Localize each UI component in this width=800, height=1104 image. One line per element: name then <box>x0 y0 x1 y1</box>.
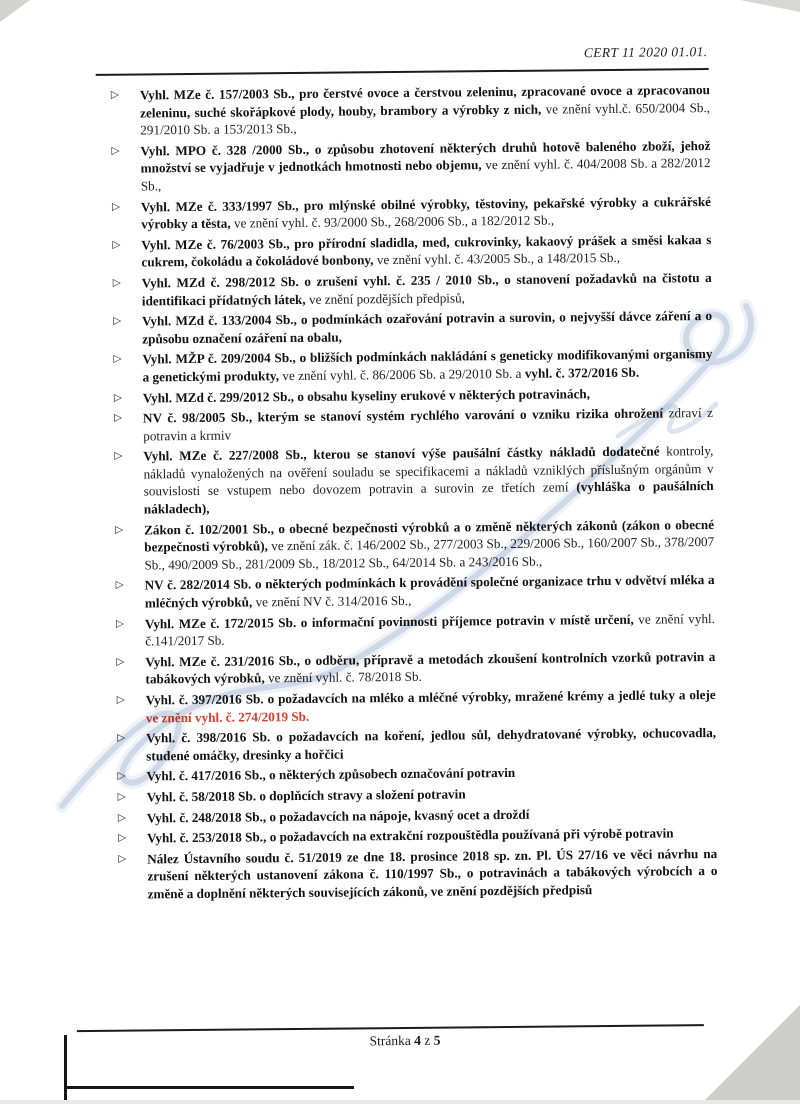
arrow-bullet-icon: ▷ <box>118 852 127 865</box>
scan-corner-bottom-right <box>705 1005 800 1100</box>
list-item <box>99 442 714 518</box>
arrow-bullet-icon: ▷ <box>117 811 126 824</box>
list-item-text: Vyhl. MZd č. 299/2012 Sb., o obsahu kyseliny erukové v některých potravinách, <box>142 385 591 405</box>
list-item <box>99 404 713 445</box>
list-item-text: Vyhl. MPO č. 328 /2000 Sb., o způsobu zhotovení některých druhů hotově baleného zboží, jehož množství se vyjadřuje v jednotkách hmotnosti nebo objemu, ve znění vyhl. č. 404/2008 Sb. a 282/2012 Sb., <box>140 137 711 194</box>
footer-separator: z <box>424 1032 431 1048</box>
list-item <box>101 571 715 612</box>
list-item-text: Vyhl. č. 58/2018 Sb. o doplňcích stravy a složení potravin <box>146 786 466 805</box>
scan-corner-top-left <box>0 0 30 22</box>
header-divider <box>96 68 709 76</box>
regulation-list <box>96 81 718 906</box>
list-item <box>103 783 717 806</box>
arrow-bullet-icon: ▷ <box>117 831 127 844</box>
arrow-bullet-icon: ▷ <box>111 200 121 213</box>
list-item-text: Zákon č. 102/2001 Sb., o obecné bezpečnosti výrobků a o změně některých zákonů (zákon o obecné bezpečnosti výrobků), ve znění zák. č. 146/2002 Sb., 277/2003 Sb., 229/2006 Sb., 160/2007 Sb., 378/2007 Sb., 490/2009 Sb., 281/2009 Sb., 18/2012 Sb., 64/2014 Sb. a 243/2016 Sb., <box>144 516 715 573</box>
list-item-text: Vyhl. MZe č. 76/2003 Sb., pro přírodní sladidla, med, cukrovinky, kakaový prášek a směsi kakaa s cukrem, čokoládu a čokoládové bonbony, ve znění vyhl. č. 43/2005 Sb., a 148/2015 Sb., <box>141 231 712 270</box>
arrow-bullet-icon: ▷ <box>110 88 120 101</box>
list-item <box>101 610 715 651</box>
list-item <box>102 686 716 727</box>
footer-page-number: 4 <box>414 1032 422 1048</box>
list-item-text: Vyhl. MZd č. 298/2012 Sb. o zrušení vyhl. č. 235 / 2010 Sb., o stanovení požadavků na čistotu a identifikaci přídatných látek, ve znění pozdějších předpisů, <box>141 269 712 308</box>
footer-total-pages: 5 <box>433 1032 441 1048</box>
arrow-bullet-icon: ▷ <box>113 352 122 366</box>
list-item <box>102 762 716 785</box>
list-item <box>98 345 712 386</box>
list-item <box>98 307 712 348</box>
list-item-text: Vyhl. MZe č. 172/2015 Sb. o informační povinnosti příjemce potravin v místě určení, ve znění vyhl. č.141/2017 Sb. <box>144 610 716 649</box>
list-item-text: Vyhl. MZe č. 157/2003 Sb., pro čerstvé ovoce a čerstvou zeleninu, zpracované ovoce a zpracovanou zeleninu, suché skořápkové plody, houby, brambory a výrobky z nich, ve znění vyhl.č. 650/2004 Sb., 291/2010 Sb. a 153/2013 Sb., <box>139 82 711 138</box>
page-footer <box>5 1029 800 1053</box>
arrow-bullet-icon: ▷ <box>117 790 126 803</box>
arrow-bullet-icon: ▷ <box>114 449 123 463</box>
list-item-text: Vyhl. č. 253/2018 Sb., o požadavcích na extrakční rozpouštědla používaná při výrobě potravin <box>146 825 674 846</box>
arrow-bullet-icon: ▷ <box>112 276 121 289</box>
footer-label: Stránka <box>369 1032 411 1049</box>
list-item-text: Vyhl. č. 248/2018 Sb., o požadavcích na nápoje, kvasný ocet a droždí <box>146 806 530 826</box>
list-item-text: Vyhl. MZe č. 231/2016 Sb., o odběru, přípravě a metodách zkoušení kontrolních vzorků potravin a tabákových výrobků, ve znění vyhl. č. 78/2018 Sb. <box>145 648 716 687</box>
list-item <box>97 193 711 234</box>
arrow-bullet-icon: ▷ <box>113 411 123 424</box>
list-item <box>98 269 712 310</box>
list-item <box>103 804 717 827</box>
list-item-text: NV č. 282/2014 Sb. o některých podmínkách k provádění společné organizace trhu v odvětví mléka a mléčných výrobků, ve znění NV č. 314/2016 Sb., <box>144 572 715 611</box>
list-item-text: Vyhl. č. 398/2016 Sb. o požadavcích na koření, jedlou sůl, dehydratované výrobky, ochucovadla, studené omáčky, dresinky a hořčici <box>146 725 717 764</box>
list-item-text: Vyhl. MZd č. 133/2004 Sb., o podmínkách ozařování potravin a surovin, o nejvyšší dávce záření a o způsobu označení ozáření na obalu, <box>142 308 713 347</box>
arrow-bullet-icon: ▷ <box>115 617 125 630</box>
arrow-bullet-icon: ▷ <box>116 655 125 668</box>
arrow-bullet-icon: ▷ <box>113 314 122 327</box>
list-item <box>100 516 714 575</box>
list-item-text: Nález Ústavního soudu č. 51/2019 ze dne 18. prosince 2018 sp. zn. Pl. ÚS 27/16 ve věci návrhu na zrušení některých ustanovení zákona č. 110/1997 Sb., o potravinách a tabákových výrobcích a o změně a doplnění některých souvisejících zákonů, ve znění pozdějších předpisů <box>147 845 718 902</box>
list-item <box>102 724 716 765</box>
scan-corner-top-right <box>740 0 800 12</box>
list-item-text: Vyhl. MZe č. 227/2008 Sb., kterou se stanoví výše paušální částky nákladů dodatečné kontroly, nákladů vynaložených na ověření souladu se specifikacemi a nákladů vzniklých příslušným orgánům v souvislosti se vstupem nebo dovozem potravin a surovin ze třetích zemí (vyhláška o paušálních nákladech), <box>143 443 714 517</box>
arrow-bullet-icon: ▷ <box>111 144 120 157</box>
list-item <box>103 845 717 904</box>
list-item-text: NV č. 98/2005 Sb., kterým se stanoví systém rychlého varování o vzniku rizika ohrožení zdraví z potravin a krmiv <box>142 405 714 444</box>
list-item <box>99 383 713 406</box>
list-item-text: Vyhl. MŽP č. 209/2004 Sb., o bližších podmínkách nakládání s geneticky modifikovanými organismy a genetickými produkty, ve znění vyhl. č. 86/2006 Sb. a 29/2010 Sb. a vyhl. č. 372/2016 Sb. <box>142 346 713 385</box>
arrow-bullet-icon: ▷ <box>113 391 122 404</box>
scan-edge-horizontal-line <box>64 1086 354 1089</box>
arrow-bullet-icon: ▷ <box>115 523 124 536</box>
arrow-bullet-icon: ▷ <box>117 731 126 744</box>
arrow-bullet-icon: ▷ <box>116 693 125 706</box>
list-item <box>96 81 710 140</box>
scan-edge-vertical-line <box>64 1035 67 1100</box>
list-item-text: Vyhl. MZe č. 333/1997 Sb., pro mlýnské obilné výrobky, těstoviny, pekařské výrobky a cukrářské výrobky a těsta, ve znění vyhl. č. 93/2000 Sb., 268/2006 Sb., a 182/2012 Sb., <box>140 193 712 232</box>
document-code: CERT 11 2020 01.01. <box>583 44 708 61</box>
list-item-text: Vyhl. č. 397/2016 Sb. o požadavcích na mléko a mléčné výrobky, mražené krémy a jedlé tuky a oleje ve znění vyhl. č. 274/2019 Sb. <box>145 686 716 726</box>
arrow-bullet-icon: ▷ <box>115 579 124 592</box>
arrow-bullet-icon: ▷ <box>117 770 126 783</box>
list-item <box>103 824 717 847</box>
list-item-text: Vyhl. č. 417/2016 Sb., o některých způsobech označování potravin <box>146 765 516 784</box>
list-item <box>96 137 710 196</box>
arrow-bullet-icon: ▷ <box>112 238 121 251</box>
list-item <box>101 648 715 689</box>
list-item <box>97 231 711 272</box>
